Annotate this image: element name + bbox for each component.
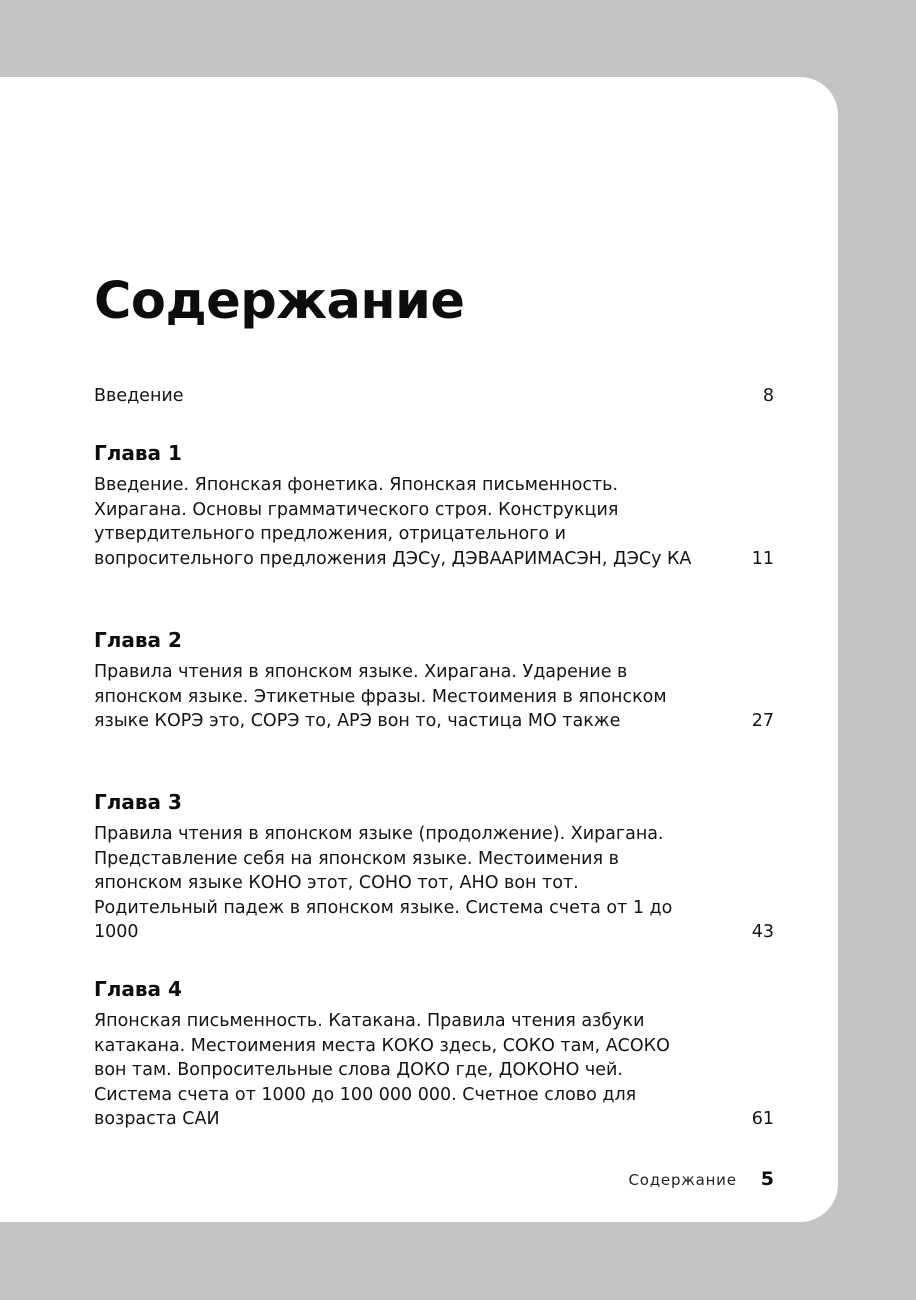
toc-entry-chapter-3 [94,789,774,945]
toc-entry-text: Правила чтения в японском языке. Хирагана. Ударение в японском языке. Этикетные фразы. Местоимения в японском языке КОРЭ это, СОРЭ то, АРЭ вон то, частица МО также [94,662,667,731]
toc-entry-chapter-1 [94,440,774,571]
toc-entry-page-number: 8 [762,386,774,406]
toc-entry-text: Правила чтения в японском языке (продолжение). Хирагана. Представление себя на японском языке. Местоимения в японском языке КОНО этот, СОНО тот, АНО вон тот. Родительный падеж в японском языке. Система счета от 1 до 1000 [94,824,673,942]
page-footer [629,1168,775,1190]
toc-entry-page-number: 43 [751,922,774,942]
toc-entry-text: Введение [94,386,184,406]
toc-entry-row [94,660,774,734]
page-title: Содержание [94,272,465,331]
toc-entry-row [94,822,774,945]
footer-page-number: 5 [760,1168,774,1190]
toc-entry-introduction [94,384,774,409]
toc-entry-row [94,1009,774,1132]
toc-entry-row [94,473,774,571]
toc-entry-chapter-2 [94,627,774,734]
toc-entry-page-number: 27 [751,711,774,731]
toc-entry-page-number: 61 [751,1109,774,1129]
toc-entry-page-number: 11 [751,548,774,569]
toc-entry-text: Японская письменность. Катакана. Правила чтения азбуки катакана. Местоимения места КОКО здесь, СОКО там, АСОКО вон там. Вопросительные слова ДОКО где, ДОКОНО чей. Система счета от 1000 до 100 000 000. Счетное слово для возраста САИ [94,1011,670,1129]
chapter-heading: Глава 1 [94,441,182,465]
footer-section-label: Содержание [628,1171,737,1189]
toc-entry-row [94,384,774,409]
chapter-heading: Глава 4 [94,977,182,1001]
chapter-heading: Глава 3 [94,790,182,814]
toc-entry-chapter-4 [94,976,774,1132]
toc-entry-text: Введение. Японская фонетика. Японская письменность. Хирагана. Основы грамматического строя. Конструкция утвердительного предложения, отрицательного и вопросительного предложения ДЭСу, ДЭВААРИМАСЭН, ДЭСу КА [94,475,692,569]
chapter-heading: Глава 2 [94,628,182,652]
